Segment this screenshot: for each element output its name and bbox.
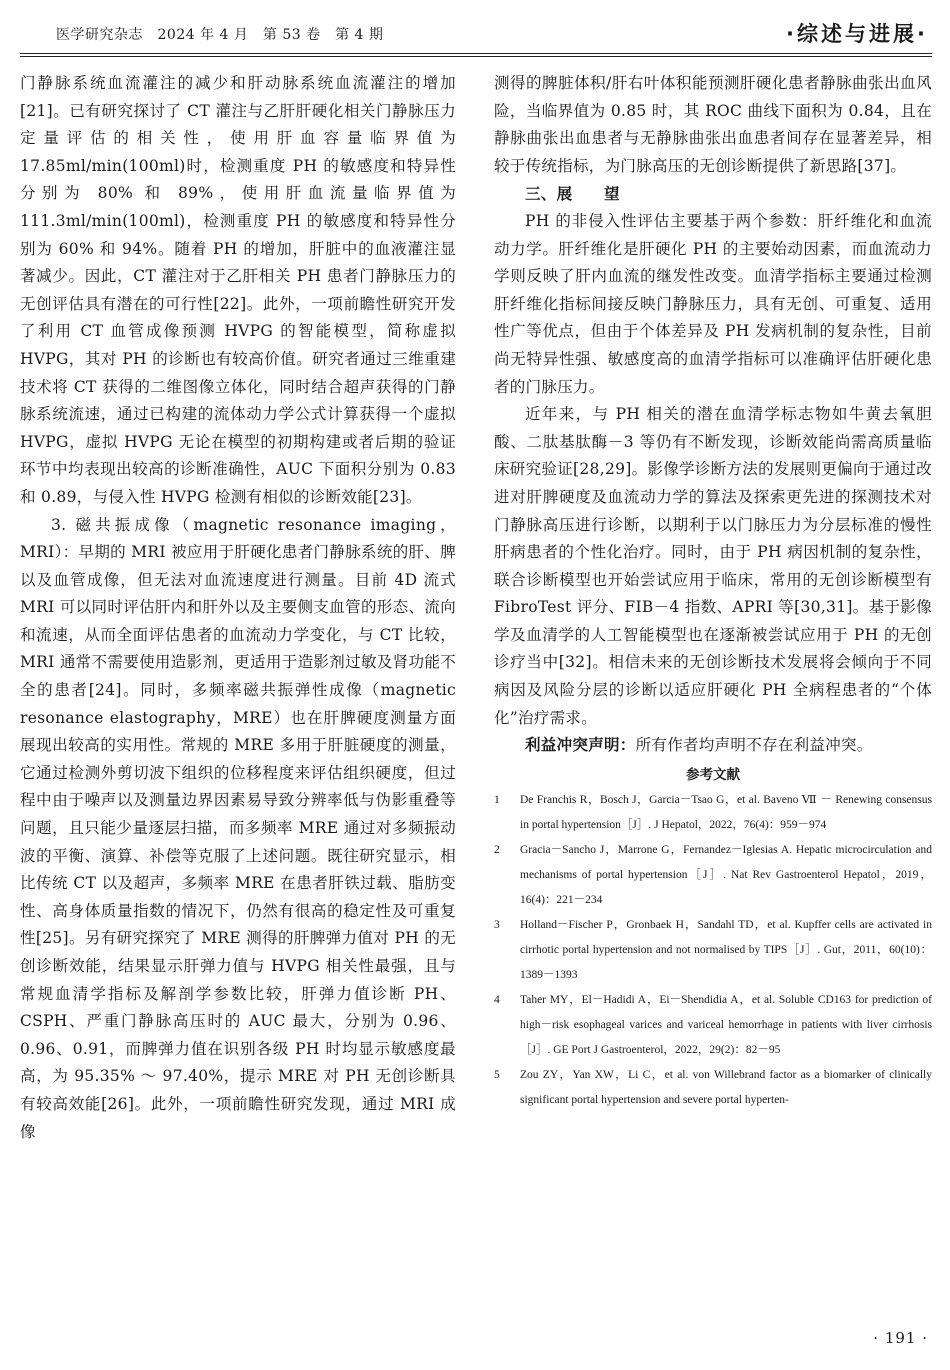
reference-text: Taher MY，El－Hadidi A，Ei－Shendidia A，et al. Soluble CD163 for prediction of high－risk esophageal varices and variceal hemorrhage in patients with liver cirrhosis［J］. GE Port J Gastroenterol，2022，29(2)：82－95 — [520, 993, 932, 1056]
reference-item — [494, 913, 932, 988]
body-paragraph: 近年来，与 PH 相关的潜在血清学标志物如牛黄去氧胆酸、二肽基肽酶－3 等仍有不断发现，诊断效能尚需高质量临床研究验证[28,29]。影像学诊断方法的发展则更偏向于通过改进对肝脾硬度及血流动力学的算法及探索更先进的探测技术对门静脉高压进行诊断，以期利于以门脉压力为分层标准的慢性肝病患者的个性化治疗。同时，由于 PH 病因机制的复杂性，联合诊断模型也开始尝试应用于临床，常用的无创诊断模型有 FibroTest 评分、FIB－4 指数、APRI 等[30,31]。基于影像学及血清学的人工智能模型也在逐渐被尝试应用于 PH 的无创诊疗当中[32]。相信未来的无创诊断技术发展将会倾向于不同病因及风险分层的诊断以适应肝硬化 PH 全病程患者的“个体化”治疗需求。 — [494, 405, 932, 727]
reference-text: Zou ZY，Yan XW，Li C，et al. von Willebrand factor as a biomarker of clinically significant portal hypertension and severe portal hyperten- — [520, 1068, 932, 1106]
journal-info: 医学研究杂志 2024 年 4 月 第 53 卷 第 4 期 — [56, 27, 384, 43]
body-paragraph: 3. 磁共振成像（magnetic resonance imaging，MRI）：早期的 MRI 被应用于肝硬化患者门静脉系统的肝、脾以及血管成像，但无法对血流速度进行测量。目前 4D 流式 MRI 可以同时评估肝内和肝外以及主要侧支血管的形态、流向和流速，从而全面评估患者的血流动力学变化，与 CT 比较，MRI 通常不需要使用造影剂，更适用于造影剂过敏及肾功能不全的患者[24]。同时，多频率磁共振弹性成像（magnetic resonance elastography，MRE）也在肝脾硬度测量方面展现出较高的实用性。常规的 MRE 多用于肝脏硬度的测量，它通过检测外剪切波下组织的位移程度来评估组织硬度，但过程中由于噪声以及测量边界因素易导致分辨率低与伪影重叠等问题，且只能少量逐层扫描，而多频率 MRE 通过对多频振动波的平衡、演算、补偿等克服了上述问题。既往研究显示，相比传统 CT 以及超声，多频率 MRE 在患者肝铁过载、脂肪变性、高身体质量指数的情况下，仍然有很高的稳定性及可重复性[25]。另有研究探究了 MRE 测得的肝脾弹力值对 PH 的无创诊断效能，结果显示肝弹力值与 HVPG 相关性最强，且与常规血清学指标及解剖学参数比较，肝弹力值诊断 PH、CSPH、严重门静脉高压时的 AUC 最大，分别为 0.96、0.96、0.91，而脾弹力值在识别各级 PH 时均显示敏感度最高，为 95.35% ～ 97.40%，提示 MRE 对 PH 无创诊断具有较高效能[26]。此外，一项前瞻性研究发现，通过 MRI 成像 — [20, 515, 456, 1141]
page-number: · 191 · — [873, 1329, 928, 1347]
reference-number: 5 — [494, 1068, 500, 1081]
header-rule-top — [20, 53, 932, 54]
reference-item — [494, 1063, 932, 1113]
reference-text: Gracia－Sancho J，Marrone G，Fernandez－Iglesias A. Hepatic microcirculation and mechanisms of portal hypertension［J］. Nat Rev Gastroenterol Hepatol，2019，16(4)：221－234 — [520, 843, 932, 906]
reference-number: 1 — [494, 793, 500, 806]
conflict-label: 利益冲突声明： — [525, 736, 636, 755]
reference-number: 3 — [494, 918, 500, 931]
reference-item — [494, 988, 932, 1063]
section-heading: 三、展 望 — [525, 184, 620, 204]
body-paragraph: 门静脉系统血流灌注的减少和肝动脉系统血流灌注的增加[21]。已有研究探讨了 CT 灌注与乙肝肝硬化相关门静脉压力定量评估的相关性，使用肝血容量临界值为 17.85ml/min(100ml)时，检测重度 PH 的敏感度和特异性分别为 80% 和 89%，使用肝血流量临界值为 111.3ml/min(100ml)，检测重度 PH 的敏感度和特异性分别为 60% 和 94%。随着 PH 的增加，肝脏中的血液灌注显著减少。因此，CT 灌注对于乙肝相关 PH 患者门静脉压力的无创评估具有潜在的可行性[22]。此外，一项前瞻性研究开发了利用 CT 血管成像预测 HVPG 的智能模型，简称虚拟 HVPG，其对 PH 的诊断也有较高价值。研究者通过三维重建技术将 CT 获得的二维图像立体化，同时结合超声获得的门静脉系统流速，通过已构建的流体动力学公式计算获得一个虚拟 HVPG，虚拟 HVPG 无论在模型的初期构建或者后期的验证环节中均表现出较高的诊断准确性，AUC 下面积分别为 0.83 和 0.89，与侵入性 HVPG 检测有相似的诊断效能[23]。 — [20, 74, 456, 506]
section-tag: ·综述与进展· — [786, 22, 928, 46]
body-paragraph: 测得的脾脏体积/肝右叶体积能预测肝硬化患者静脉曲张出血风险，当临界值为 0.85 时，其 ROC 曲线下面积为 0.84，且在静脉曲张出血患者与无静脉曲张出血患者间存在显著差异，相较于传统指标，为门脉高压的无创诊断提供了新思路[37]。 — [494, 74, 932, 175]
reference-item — [494, 838, 932, 913]
reference-text: De Franchis R，Bosch J，Garcia－Tsao G，et al. Baveno Ⅶ － Renewing consensus in portal hypertension［J］. J Hepatol，2022，76(4)：959－974 — [520, 793, 932, 831]
reference-number: 2 — [494, 843, 500, 856]
body-paragraph: PH 的非侵入性评估主要基于两个参数：肝纤维化和血流动力学。肝纤维化是肝硬化 PH 的主要始动因素，而血流动力学则反映了肝内血流的继发性改变。血清学指标主要通过检测肝纤维化指标间接反映门静脉压力，具有无创、可重复、适用性广等优点，但由于个体差异及 PH 发病机制的复杂性，目前尚无特异性强、敏感度高的血清学指标可以准确评估肝硬化患者的门脉压力。 — [494, 211, 932, 396]
left-column — [20, 70, 456, 1146]
references-title: 参考文献 — [686, 766, 740, 783]
running-header — [20, 20, 932, 50]
reference-number: 4 — [494, 993, 500, 1006]
conflict-statement — [494, 732, 932, 760]
right-column — [494, 70, 932, 1113]
reference-text: Holland－Fischer P，Gronbaek H，Sandahl TD，et al. Kupffer cells are activated in cirrhotic portal hypertension and not normalised by TIPS［J］. Gut，2011，60(10)：1389－1393 — [520, 918, 932, 981]
reference-item — [494, 788, 932, 838]
header-rule-bottom — [20, 56, 932, 57]
conflict-text: 所有作者均声明不存在利益冲突。 — [635, 736, 873, 755]
